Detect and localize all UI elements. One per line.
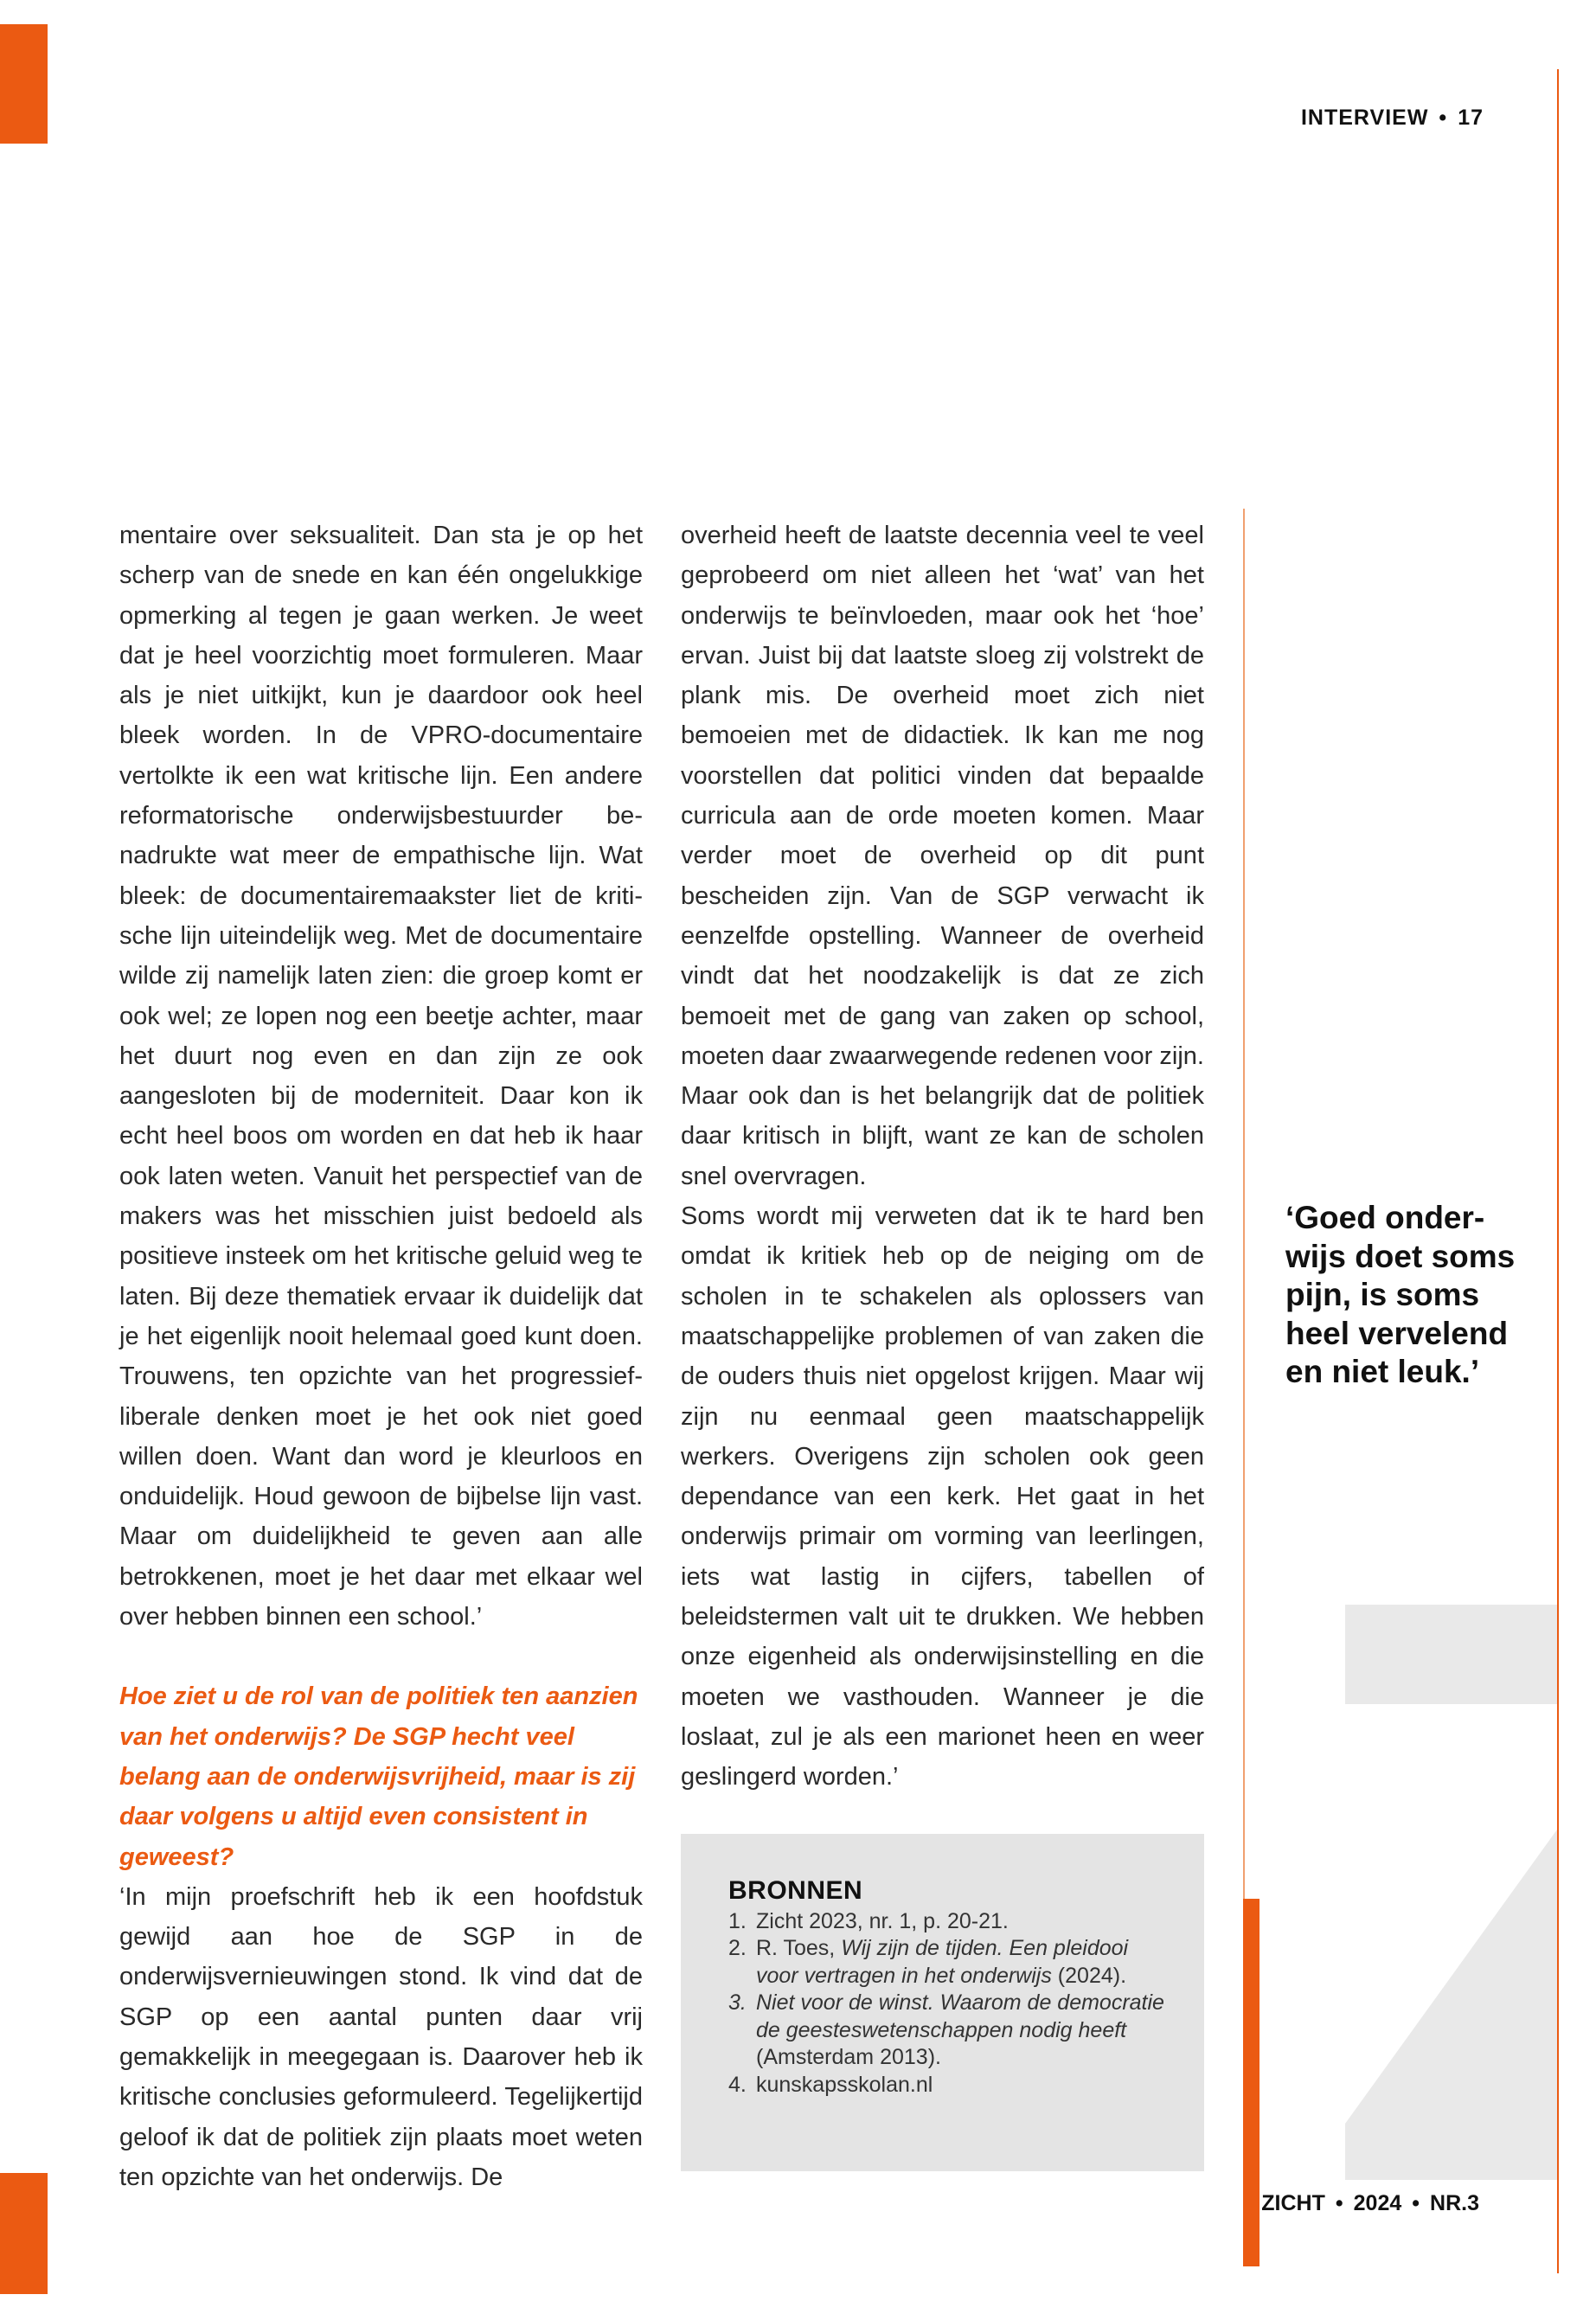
sources-list [728,1908,1170,2099]
magazine-name: ZICHT [1261,2191,1325,2215]
source-item [728,1908,1170,1936]
section-label: INTERVIEW [1300,106,1429,130]
source-year: (2024). [1051,1963,1127,1988]
source-number: 2. [728,1936,747,1960]
orange-edge-tab-bottom [0,2173,48,2294]
issue-number: NR.3 [1430,2191,1479,2215]
footer-bullet: • [1412,2191,1420,2215]
source-number: 3. [728,1990,747,2015]
decorative-z-graphic [1345,1605,1557,2180]
source-text [756,1935,1170,1990]
pull-quote: ‘Goed onderwijs doet soms pijn, is soms heel vervelend en niet leuk.’ [1285,1200,1516,1389]
sidebar-divider-accent [1243,1899,1259,2266]
source-year: (Amsterdam 2013). [756,2045,941,2069]
orange-edge-tab-top [0,24,48,144]
page-edge-rule [1557,69,1559,2273]
source-title: Wij zijn de tijden. Een pleidooi voor vertragen in het onderwijs [756,1936,1129,1988]
body-paragraph: ‘In mijn proefschrift heb ik een hoofdstuk gewijd aan hoe de SGP in de onderwijsvernieuwingen stond. Ik vind dat de SGP op een aantal punten daar vrij gemakkelijk in meegegaan is. Daarover heb ik kritische conclusies geformuleerd. Tegelijkertijd geloof ik dat de politiek zijn plaats moet weten ten opzichte van het onderwijs. De [119,1882,643,2191]
article-column-left [119,516,643,2197]
source-item [728,2072,1170,2099]
source-text [756,1990,1170,2072]
article-column-middle [681,516,1204,1798]
source-number: 4. [728,2072,747,2097]
source-item [728,1990,1170,2072]
source-title: Niet voor de winst. Waarom de democratie de geesteswetenschappen nodig heeft [756,1990,1164,2042]
sources-title: BRONNEN [728,1876,863,1905]
page-number: 17 [1458,106,1484,130]
interview-question: Hoe ziet u de rol van de politiek ten aanzien van het onderwijs? De SGP hecht veel belang aan de onderwijsvrijheid, maar is zij daar volgens u altijd even consistent in geweest? [119,1682,638,1871]
source-text: kunskapsskolan.nl [756,2072,933,2097]
source-number: 1. [728,1908,747,1933]
footer-bullet: • [1335,2191,1343,2215]
source-item [728,1935,1170,1990]
body-paragraph: Soms wordt mij verweten dat ik te hard ben omdat ik kritiek heb op de neiging om de scholen in te schakelen als oplossers van maatschappelijke problemen of van zaken die de ouders thuis niet opgelost krijgen. Maar wij zijn nu eenmaal geen maatschappelijk werkers. Overigens zijn scholen ook geen dependance van een kerk. Het gaat in het onderwijs primair om vorming van leerlingen, iets wat lastig in cijfers, tabellen of beleidstermen valt uit te drukken. We hebben onze eigenheid als onderwijsinstelling en die moeten we vasthouden. Wanneer je die loslaat, zul je als een marionet heen en weer geslingerd worden.’ [681,1202,1204,1791]
source-text: Zicht 2023, nr. 1, p. 20-21. [756,1908,1009,1933]
issue-year: 2024 [1353,2191,1402,2215]
running-header [1301,106,1484,131]
body-paragraph: mentaire over seksualiteit. Dan sta je op het scherp van de snede en kan één ongelukkige opmerking al tegen je gaan werken. Je weet dat je heel voorzichtig moet formuleren. Maar als je niet uitkijkt, kun je daardoor ook heel bleek worden. In de VPRO-documentaire vertolkte ik een wat kritische lijn. Een andere reformatorische onderwijsbestuurder benadrukte wat meer de empathische lijn. Wat bleek: de documentairemaakster liet de kritische lijn uiteindelijk weg. Met de documentaire wilde zij namelijk laten zien: die groep komt er ook wel; ze lopen nog een beetje achter, maar het duurt nog even en dan zijn ze ook aangesloten bij de moderniteit. Daar kon ik echt heel boos om worden en dat heb ik haar ook laten weten. Vanuit het perspectief van de makers was het misschien juist bedoeld als positieve insteek om het kritische geluid weg te laten. Bij deze thematiek ervaar ik duidelijk dat je het eigenlijk nooit helemaal goed kunt doen. Trouwens, ten opzichte van het progressief-liberale denken moet je het ook niet goed willen doen. Want dan word je kleurloos en onduidelijk. Houd gewoon de bijbelse lijn vast. Maar om duidelijkheid te geven aan alle betrokkenen, moet je het daar met elkaar wel over hebben binnen een school.’ [119,522,643,1631]
body-paragraph: overheid heeft de laatste decennia veel te veel geprobeerd om niet alleen het ‘wat’ van het onderwijs te beïnvloeden, maar ook het ‘hoe’ ervan. Juist bij dat laatste sloeg zij volstrekt de plank mis. De overheid moet zich niet bemoeien met de didactiek. Ik kan me nog voorstellen dat politici vinden dat bepaalde curricula aan de orde moeten komen. Maar verder moet de overheid op dit punt bescheiden zijn. Van de SGP verwacht ik eenzelfde opstelling. Wanneer de overheid vindt dat het noodzakelijk is dat ze zich bemoeit met de gang van zaken op school, moeten daar zwaarwegende redenen voor zijn. Maar ook dan is het belangrijk dat de politiek daar kritisch in blijft, want ze kan de scholen snel overvragen. [681,522,1204,1190]
sources-box [681,1834,1204,2171]
source-author: R. Toes, [756,1936,842,1960]
running-footer [1261,2191,1479,2216]
header-bullet: • [1439,106,1448,130]
